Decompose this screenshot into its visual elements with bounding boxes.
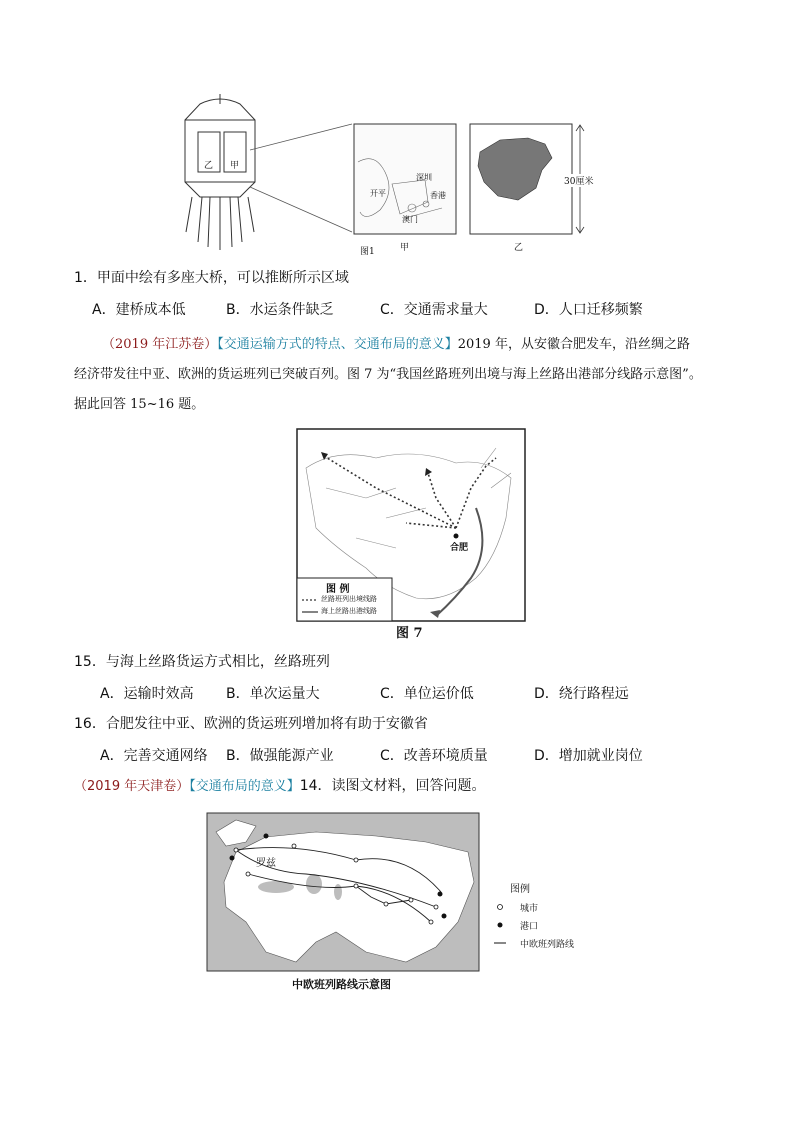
figure-7-caption: 图 7 xyxy=(396,626,423,641)
q15-stem: 15．与海上丝路货运方式相比，丝路班列 xyxy=(74,654,330,670)
scale-label: 30厘米 xyxy=(564,174,593,187)
panel-b-label: 乙 xyxy=(514,243,524,253)
figure-tianjin-legend-port: 港口 xyxy=(520,922,539,932)
figure-7-legend-title: 图 例 xyxy=(326,584,350,595)
passage-jiangsu-line3: 据此回答 15~16 题。 xyxy=(74,397,205,412)
q15-option-c: C．单位运价低 xyxy=(380,686,474,702)
figure-7 xyxy=(296,428,526,640)
q16-stem: 16．合肥发往中亚、欧洲的货运班列增加将有助于安徽省 xyxy=(74,716,428,732)
figure-7-city-hefei: 合肥 xyxy=(450,543,469,553)
q16-option-a: A．完善交通网络 xyxy=(100,748,208,764)
figure-1-label: 图1 xyxy=(360,247,375,257)
figure-1-drawing xyxy=(180,92,600,260)
q1-option-d: D．人口迁移频繁 xyxy=(534,302,643,318)
figure-tianjin-legend-city: 城市 xyxy=(520,904,539,914)
hefei-dot xyxy=(454,534,459,539)
figure-tianjin-caption: 中欧班列路线示意图 xyxy=(292,978,391,991)
lantern-illustration xyxy=(185,94,255,250)
q1-option-a: A．建桥成本低 xyxy=(92,302,186,318)
q16-option-c: C．改善环境质量 xyxy=(380,748,488,764)
figure-1 xyxy=(180,92,600,260)
panel-a-label: 甲 xyxy=(400,243,410,253)
passage-tianjin-text: 14．读图文材料，回答问题。 xyxy=(299,778,486,794)
q1-option-c: C．交通需求量大 xyxy=(380,302,488,318)
q1-option-b: B．水运条件缺乏 xyxy=(226,302,334,318)
q15-option-b: B．单次运量大 xyxy=(226,686,320,702)
q16-option-d: D．增加就业岗位 xyxy=(534,748,643,764)
passage-jiangsu-line2: 经济带发往中亚、欧洲的货运班列已突破百列。图 7 为“我国丝路班列出境与海上丝路出港部分线路示意图”。 xyxy=(74,367,702,382)
figure-tianjin-city-lodz: 罗兹 xyxy=(256,858,276,869)
lantern-char-a: 甲 xyxy=(230,161,240,171)
passage-tianjin-source: （2019 年天津卷） xyxy=(74,779,190,794)
figure-tianjin-map xyxy=(206,812,606,994)
lantern-char-b: 乙 xyxy=(204,161,214,171)
q15-option-a: A．运输时效高 xyxy=(100,686,194,702)
figure-7-legend-sea-route: 海上丝路出港线路 xyxy=(321,607,377,615)
passage-jiangsu xyxy=(74,330,734,420)
q1-stem: 1．甲面中绘有多座大桥，可以推断所示区域 xyxy=(74,270,349,286)
q15-option-d: D．绕行路程远 xyxy=(534,686,629,702)
map-label-aomen: 澳门 xyxy=(402,215,418,224)
passage-jiangsu-line1: 2019 年，从安徽合肥发车，沿丝绸之路 xyxy=(457,337,690,352)
map-label-shenzhen: 深圳 xyxy=(416,173,432,182)
q16-option-b: B．做强能源产业 xyxy=(226,748,334,764)
figure-7-legend-silk-rail: 丝路班列出境线路 xyxy=(321,595,377,603)
map-label-xianggang: 香港 xyxy=(430,191,446,200)
figure-tianjin-legend-title: 图例 xyxy=(510,884,530,895)
map-label-kaifeng: 开平 xyxy=(370,189,386,198)
passage-tianjin-tag: 【交通布局的意义】 xyxy=(189,779,300,794)
passage-tianjin xyxy=(74,776,486,797)
pointer-line-top xyxy=(250,124,352,150)
pointer-line-bottom xyxy=(250,187,352,232)
figure-tianjin-legend-route: 中欧班列路线 xyxy=(520,940,575,950)
figure-tianjin xyxy=(206,812,606,994)
passage-jiangsu-source: （2019 年江苏卷） xyxy=(102,337,218,352)
passage-jiangsu-tag: 【交通运输方式的特点、交通布局的意义】 xyxy=(217,337,458,352)
